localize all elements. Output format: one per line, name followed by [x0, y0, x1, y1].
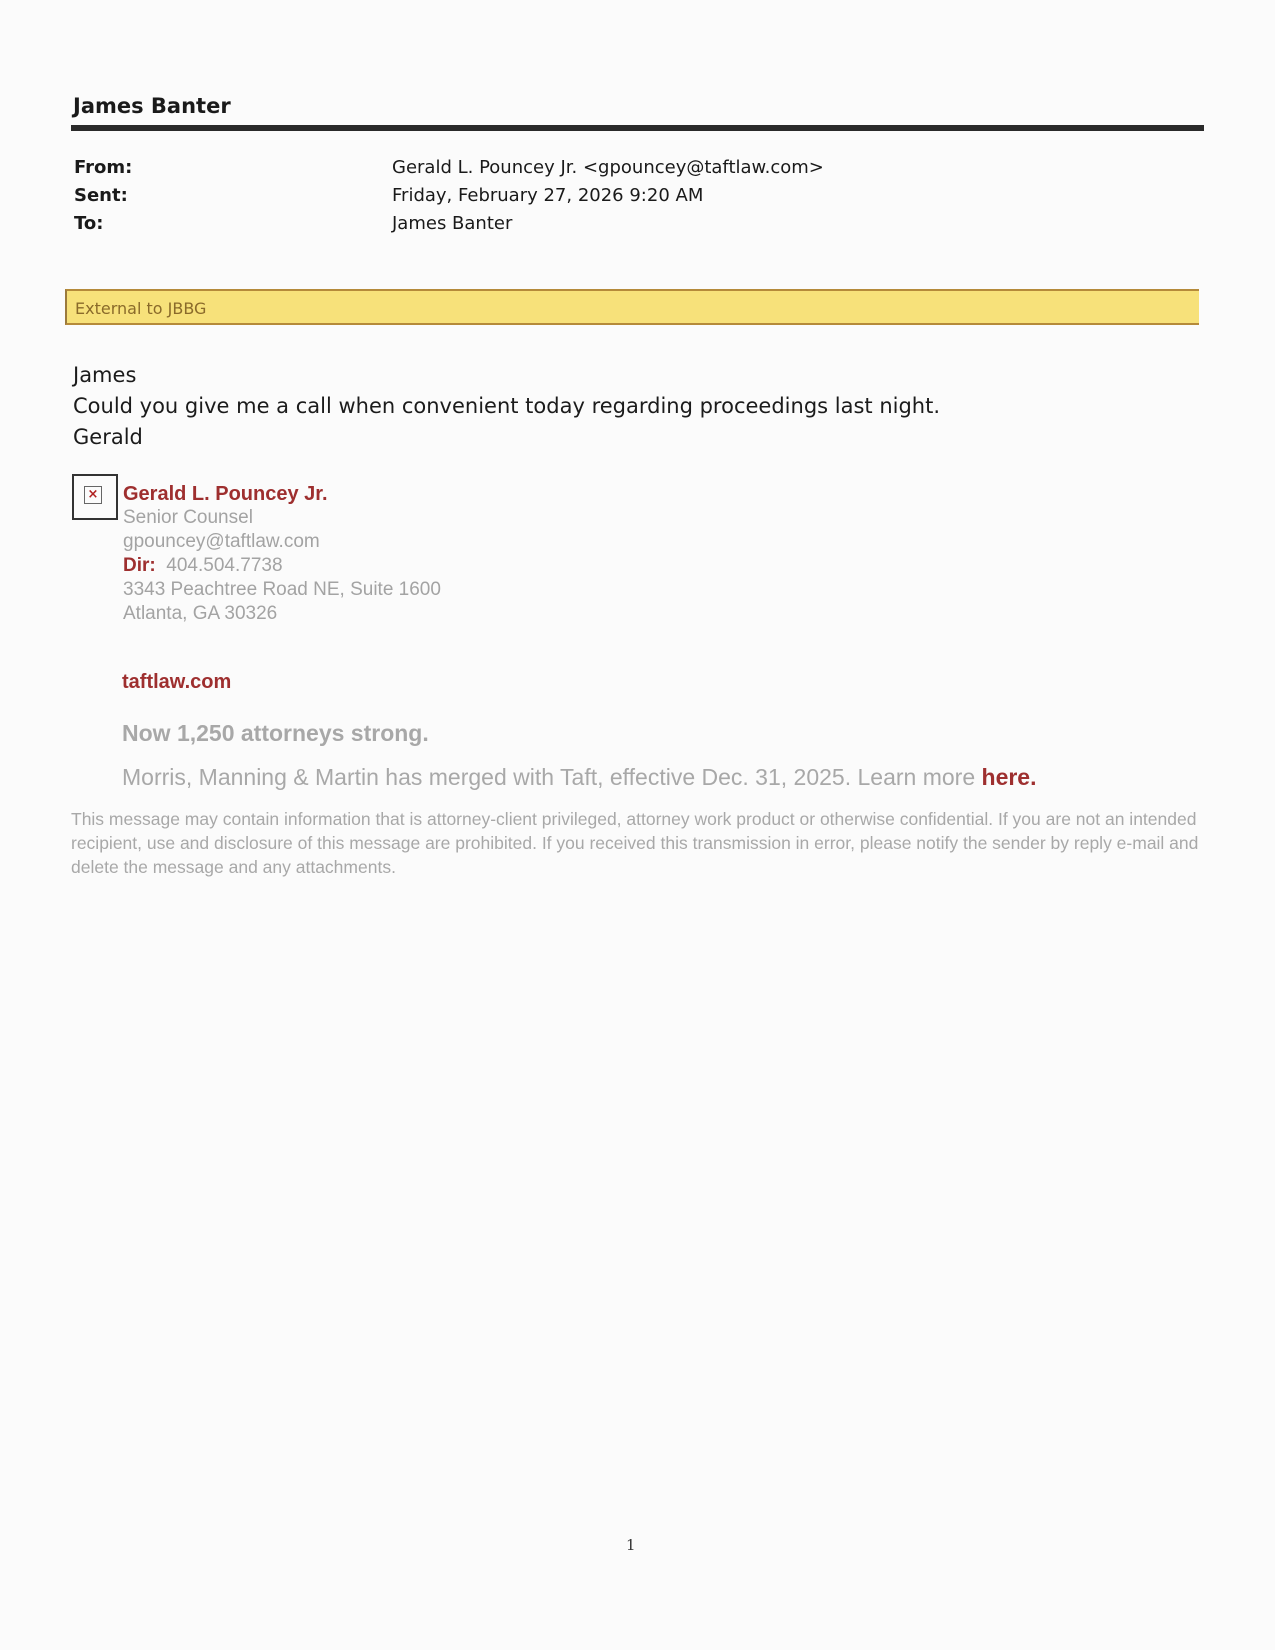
mailbox-owner-name: James Banter — [73, 94, 231, 118]
to-row — [74, 210, 824, 238]
website-link[interactable]: taftlaw.com — [122, 671, 232, 693]
email-body — [73, 360, 940, 453]
signature-phone — [123, 554, 441, 578]
to-value: James Banter — [392, 213, 513, 234]
page-number: 1 — [626, 1536, 636, 1554]
signature-title: Senior Counsel — [123, 507, 253, 528]
email-signature — [123, 482, 441, 626]
email-header — [74, 154, 824, 238]
external-sender-banner — [65, 289, 1199, 325]
to-label: To: — [74, 213, 104, 234]
broken-image-icon: × — [72, 474, 118, 520]
dir-value: 404.504.7738 — [166, 555, 283, 576]
from-value: Gerald L. Pouncey Jr. <gpouncey@taftlaw.com> — [392, 157, 824, 178]
from-label: From: — [74, 157, 133, 178]
sent-value: Friday, February 27, 2026 9:20 AM — [392, 185, 704, 206]
signature-name: Gerald L. Pouncey Jr. — [123, 483, 328, 505]
body-closing: Gerald — [73, 425, 143, 449]
body-message: Could you give me a call when convenient today regarding proceedings last night. — [73, 394, 941, 418]
confidentiality-disclaimer: This message may contain information that is attorney-client privileged, attorney work product or otherwise confidential. If you are not an intended recipient, use and disclosure of this message are prohibited. If you received this transmission in error, please notify the sender by reply e-mail and delete the message and any attachments. — [71, 809, 1199, 877]
header-divider — [71, 125, 1204, 131]
dir-label: Dir: — [123, 555, 156, 576]
sent-row — [74, 182, 824, 210]
external-banner-text: External to JBBG — [75, 299, 207, 318]
merger-text: Morris, Manning & Martin has merged with Taft, effective Dec. 31, 2025. Learn more — [122, 764, 982, 790]
from-row — [74, 154, 824, 182]
sent-label: Sent: — [74, 185, 128, 206]
firm-tagline: Now 1,250 attorneys strong. — [122, 720, 429, 746]
body-greeting: James — [73, 363, 137, 387]
address-line-1: 3343 Peachtree Road NE, Suite 1600 — [123, 579, 441, 600]
signature-email[interactable]: gpouncey@taftlaw.com — [123, 531, 320, 552]
address-line-2: Atlanta, GA 30326 — [123, 603, 278, 624]
merger-notice — [122, 764, 1037, 791]
learn-more-link[interactable]: here. — [981, 764, 1037, 790]
